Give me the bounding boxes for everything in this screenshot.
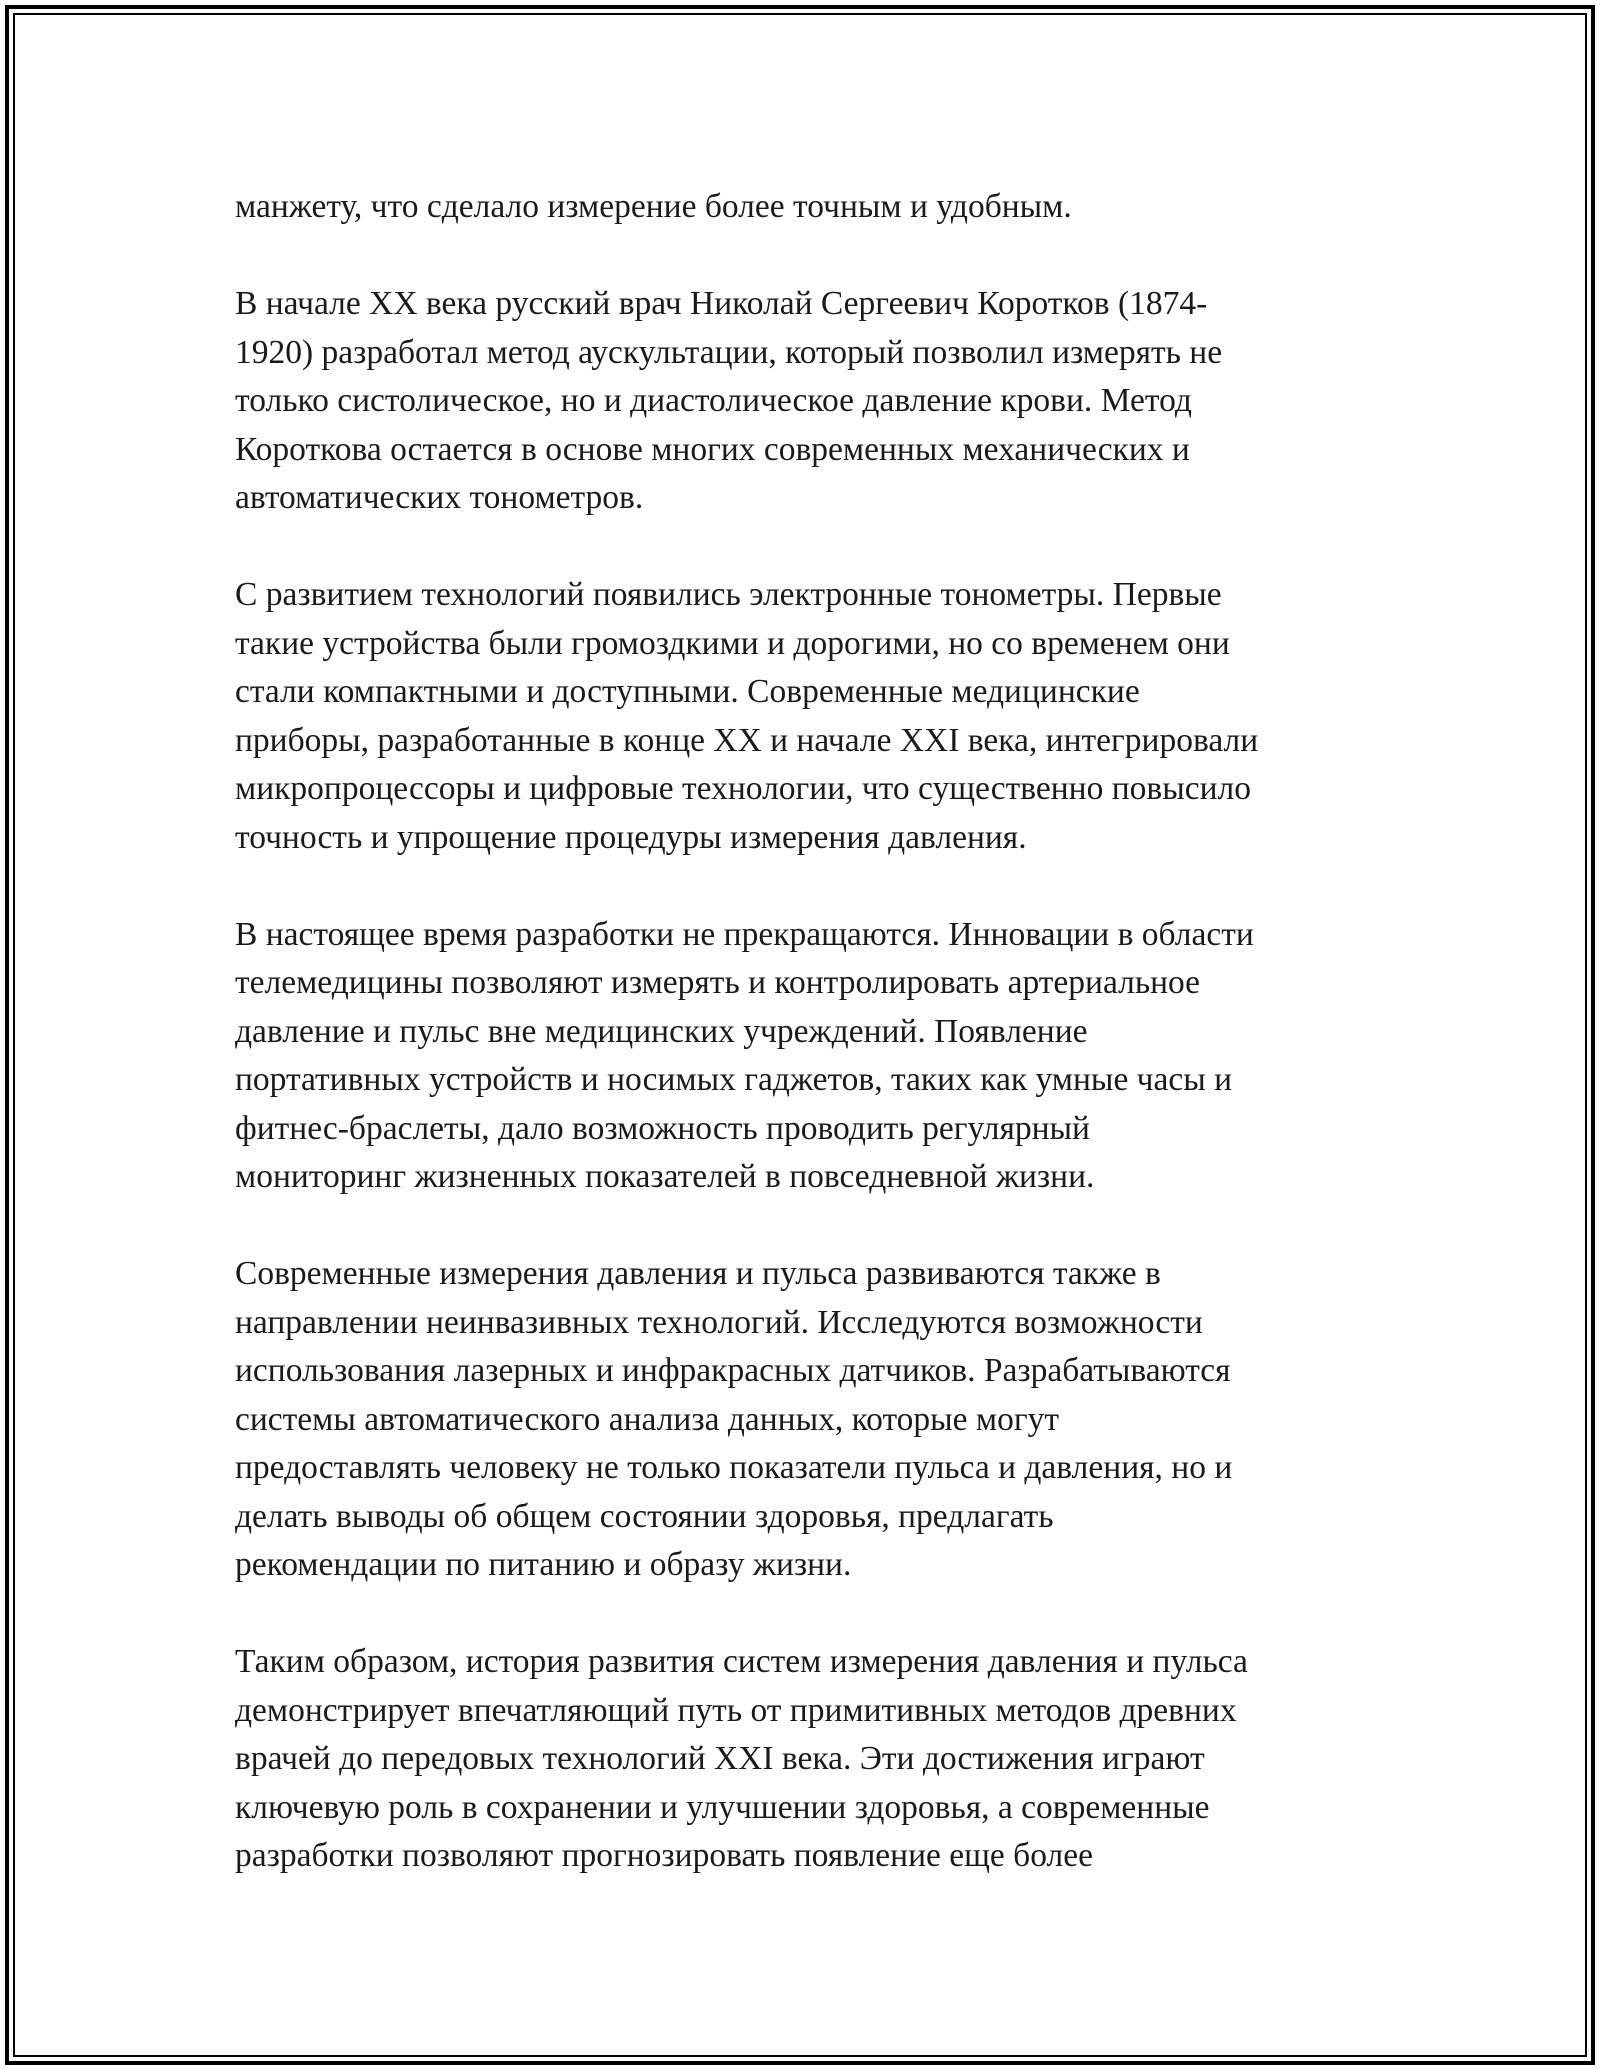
paragraph-5: Современные измерения давления и пульса развиваются также в направлении неинвазивных технологий. Исследуются возможности использования лазерных и инфракрасных датчиков. Разрабатываются системы автоматического анализа данных, которые могут предоставлять человеку не только показатели пульса и давления, но и делать выводы об общем состоянии здоровья, предлагать рекомендации по питанию и образу жизни. — [235, 1255, 1233, 1583]
paragraph-3: С развитием технологий появились электронные тонометры. Первые такие устройства были громоздкими и дорогими, но со временем они стали компактными и доступными. Современные медицинские приборы, разработанные в конце XX и начале XXI века, интегрировали микропроцессоры и цифровые технологии, что существенно повысило точность и упрощение процедуры измерения давления. — [235, 576, 1259, 856]
document-body — [235, 183, 1395, 1881]
paragraph-2: В начале XX века русский врач Николай Сергеевич Коротков (1874- 1920) разработал метод аускультации, который позволил измерять не только систолическое, но и диастолическое давление крови. Метод Короткова остается в основе многих современных механических и автоматических тонометров. — [235, 285, 1223, 516]
paragraph-4: В настоящее время разработки не прекращаются. Инновации в области телемедицины позволяют измерять и контролировать артериальное давление и пульс вне медицинских учреждений. Появление портативных устройств и носимых гаджетов, таких как умные часы и фитнес-браслеты, дало возможность проводить регулярный мониторинг жизненных показателей в повседневной жизни. — [235, 915, 1254, 1195]
paragraph-6: Таким образом, история развития систем измерения давления и пульса демонстрирует впечатляющий путь от примитивных методов древних врачей до передовых технологий XXI века. Эти достижения играют ключевую роль в сохранении и улучшении здоровья, а современные разработки позволяют прогнозировать появление еще более — [235, 1643, 1248, 1874]
paragraph-1: манжету, что сделало измерение более точным и удобным. — [235, 188, 1072, 225]
